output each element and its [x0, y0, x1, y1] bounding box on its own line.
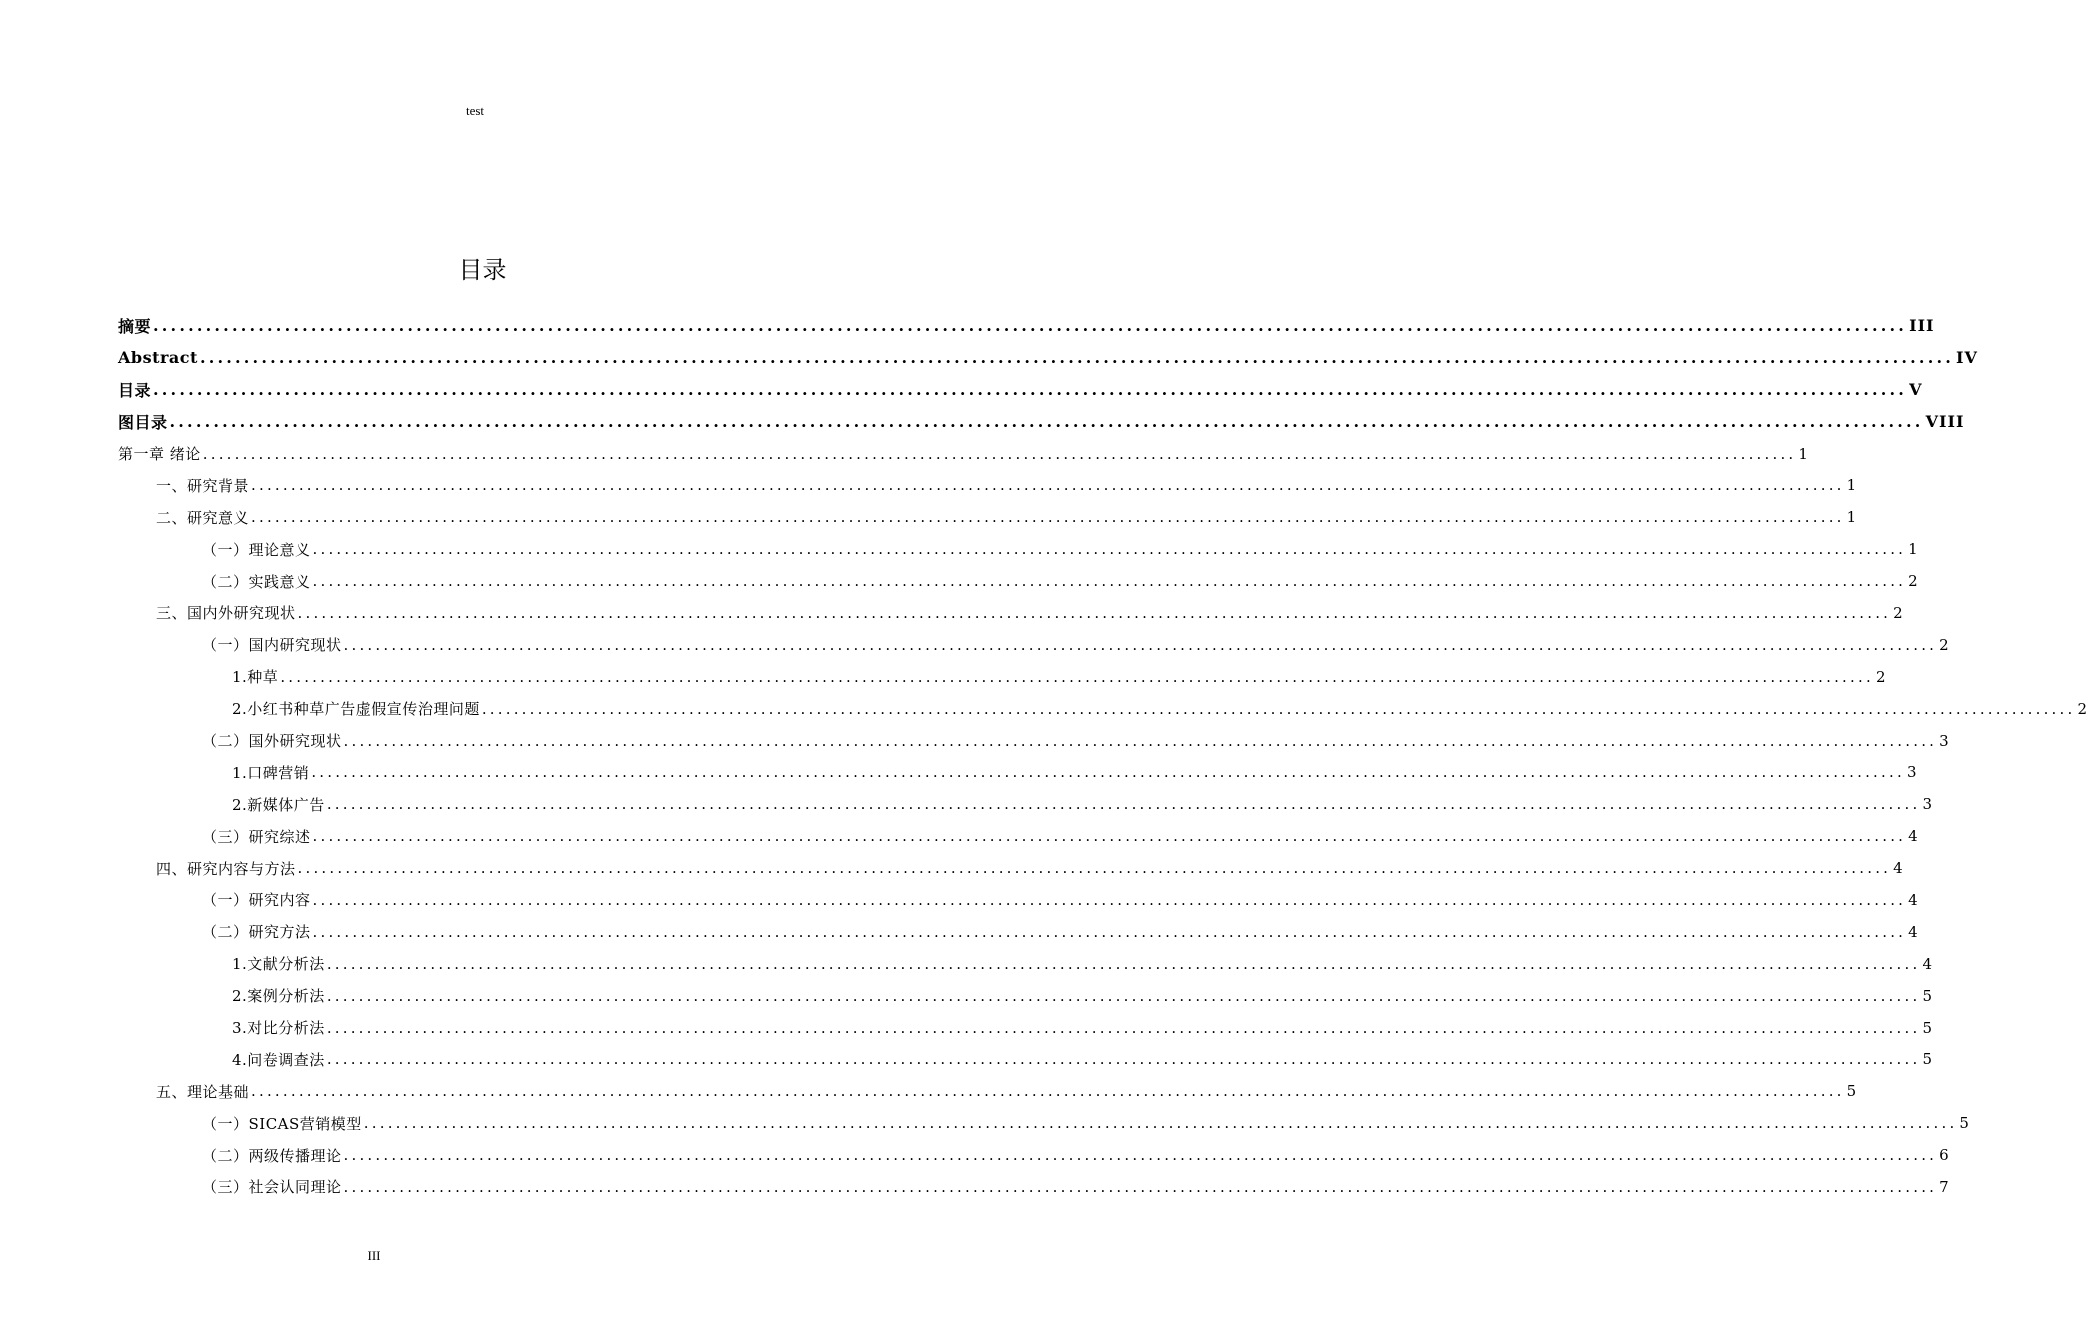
toc-entry-page: 4 — [1893, 859, 1904, 878]
toc-entry-page: IV — [1956, 348, 1978, 368]
toc-dot-leader: ........................................................................................................................................................................................................ — [251, 476, 1845, 495]
toc-entry-page: 2 — [1893, 603, 1904, 622]
toc-entry-label: 摘要 — [118, 317, 152, 337]
toc-entry-page: VIII — [1925, 412, 1965, 432]
toc-entry-page: V — [1909, 380, 1923, 400]
toc-dot-leader: ........................................................................................................................................................................................................ — [312, 890, 1907, 909]
toc-dot-leader: ........................................................................................................................................................................................................ — [363, 1114, 1958, 1133]
toc-entry-page: 2 — [1875, 667, 1887, 686]
toc-entry-page: 3 — [1906, 763, 1918, 782]
toc-entry-page: 7 — [1939, 1177, 1950, 1196]
toc-entry-label: 1.文献分析法 — [232, 955, 325, 974]
toc-entry[interactable] — [118, 1043, 1933, 1075]
toc-entry-page: 6 — [1939, 1146, 1950, 1165]
toc-entry[interactable] — [118, 374, 1923, 406]
toc-entry-label: 第一章 绪论 — [118, 445, 201, 463]
toc-entry[interactable] — [118, 1012, 1933, 1044]
toc-dot-leader: ........................................................................................................................................................................................................ — [297, 859, 1892, 878]
toc-dot-leader: ........................................................................................................................................................................................................ — [202, 444, 1797, 463]
toc-entry-label: （二）国外研究现状 — [202, 732, 342, 751]
toc-entry[interactable] — [118, 565, 1919, 597]
toc-entry-page: 5 — [1846, 1082, 1858, 1101]
toc-entry-page: 1 — [1846, 508, 1858, 527]
toc-entry-label: 图目录 — [118, 413, 168, 433]
toc-entry-label: 2.小红书种草广告虚假宣传治理问题 — [232, 700, 480, 719]
toc-entry[interactable] — [118, 788, 1933, 820]
toc-entry[interactable] — [118, 310, 1935, 342]
toc-entry-page: 2 — [1939, 635, 1950, 654]
toc-entry[interactable] — [118, 916, 1919, 948]
toc-dot-leader: ........................................................................................................................................................................................................ — [326, 954, 1921, 973]
toc-entry[interactable] — [118, 661, 1887, 693]
toc-entry-label: Abstract — [118, 348, 198, 368]
toc-entry-page: 3 — [1922, 795, 1933, 814]
toc-dot-leader: ........................................................................................................................................................................................................ — [251, 1082, 1845, 1101]
toc-entry[interactable] — [118, 501, 1858, 533]
toc-entry-label: 3.对比分析法 — [232, 1019, 325, 1038]
toc-entry[interactable] — [118, 1171, 1950, 1203]
toc-entry-page: 1 — [1846, 476, 1858, 495]
toc-entry-label: 二、研究意义 — [156, 508, 250, 527]
toc-entry-page: 4 — [1908, 890, 1919, 909]
toc-dot-leader: ........................................................................................................................................................................................................ — [153, 380, 1908, 400]
page-title: 目录 — [458, 256, 507, 284]
toc-dot-leader: ........................................................................................................................................................................................................ — [297, 603, 1892, 622]
toc-entry-page: 4 — [1922, 954, 1933, 973]
table-of-contents — [118, 310, 2088, 1203]
toc-entry-page: 5 — [1922, 986, 1933, 1005]
toc-entry[interactable] — [118, 852, 1904, 884]
toc-dot-leader: ........................................................................................................................................................................................................ — [312, 540, 1907, 559]
toc-entry-label: （一）理论意义 — [202, 540, 311, 559]
toc-dot-leader: ........................................................................................................................................................................................................ — [326, 795, 1921, 814]
toc-entry[interactable] — [118, 725, 1950, 757]
toc-entry-page: 1 — [1798, 444, 1809, 463]
toc-entry-label: （一）研究内容 — [202, 891, 311, 910]
toc-entry-page: 4 — [1908, 922, 1919, 941]
toc-dot-leader: ........................................................................................................................................................................................................ — [280, 667, 1874, 686]
toc-entry[interactable] — [118, 1107, 1970, 1139]
toc-dot-leader: ........................................................................................................................................................................................................ — [312, 572, 1907, 591]
toc-entry-label: 4.问卷调查法 — [232, 1050, 325, 1069]
toc-entry[interactable] — [118, 980, 1933, 1012]
toc-entry[interactable] — [118, 438, 1809, 470]
toc-entry[interactable] — [118, 342, 1978, 374]
toc-entry-label: （三）研究综述 — [202, 827, 311, 846]
toc-entry[interactable] — [118, 693, 2088, 725]
toc-entry[interactable] — [118, 1075, 1858, 1107]
toc-entry-page: 5 — [1959, 1114, 1970, 1133]
toc-entry-page: 5 — [1922, 1050, 1933, 1069]
toc-dot-leader: ........................................................................................................................................................................................................ — [251, 508, 1845, 527]
toc-dot-leader: ........................................................................................................................................................................................................ — [312, 922, 1907, 941]
toc-entry-label: （二）研究方法 — [202, 923, 311, 942]
toc-entry[interactable] — [118, 533, 1919, 565]
toc-dot-leader: ........................................................................................................................................................................................................ — [326, 986, 1921, 1005]
toc-entry-page: 1 — [1908, 540, 1919, 559]
toc-entry-page: 2 — [1908, 572, 1919, 591]
toc-dot-leader: ........................................................................................................................................................................................................ — [153, 316, 1908, 336]
toc-entry[interactable] — [118, 406, 1965, 438]
toc-dot-leader: ........................................................................................................................................................................................................ — [311, 763, 1905, 782]
page-header: test — [465, 103, 485, 118]
toc-entry[interactable] — [118, 629, 1950, 661]
toc-entry-page: 5 — [1922, 1018, 1933, 1037]
toc-entry[interactable] — [118, 884, 1919, 916]
toc-entry-label: 五、理论基础 — [156, 1082, 250, 1101]
toc-dot-leader: ........................................................................................................................................................................................................ — [343, 1177, 1938, 1196]
toc-entry-label: 2.案例分析法 — [232, 987, 325, 1006]
toc-entry-label: 三、国内外研究现状 — [156, 604, 296, 623]
toc-entry-label: 目录 — [118, 381, 152, 401]
page-number: III — [367, 1248, 381, 1263]
toc-entry[interactable] — [118, 756, 1918, 788]
toc-dot-leader: ........................................................................................................................................................................................................ — [343, 731, 1938, 750]
toc-entry-label: 一、研究背景 — [156, 476, 250, 495]
toc-dot-leader: ........................................................................................................................................................................................................ — [326, 1018, 1921, 1037]
toc-entry[interactable] — [118, 469, 1858, 501]
toc-entry-page: 3 — [1939, 731, 1950, 750]
toc-dot-leader: ........................................................................................................................................................................................................ — [199, 348, 1954, 368]
toc-dot-leader: ........................................................................................................................................................................................................ — [343, 635, 1938, 654]
toc-entry[interactable] — [118, 597, 1904, 629]
toc-entry-label: 2.新媒体广告 — [232, 795, 325, 814]
toc-entry-label: 1.口碑营销 — [232, 763, 310, 782]
toc-entry-label: 四、研究内容与方法 — [156, 859, 296, 878]
toc-dot-leader: ........................................................................................................................................................................................................ — [343, 1146, 1938, 1165]
toc-entry-page: III — [1909, 316, 1935, 336]
toc-entry-label: （二）两级传播理论 — [202, 1146, 342, 1165]
toc-dot-leader: ........................................................................................................................................................................................................ — [326, 1050, 1921, 1069]
toc-entry-label: 1.种草 — [232, 668, 279, 687]
toc-entry-label: （一）SICAS营销模型 — [202, 1114, 362, 1133]
toc-entry-label: （三）社会认同理论 — [202, 1178, 342, 1197]
toc-entry-label: （一）国内研究现状 — [202, 636, 342, 655]
toc-entry[interactable] — [118, 820, 1919, 852]
toc-entry-label: （二）实践意义 — [202, 572, 311, 591]
toc-entry-page: 4 — [1908, 827, 1919, 846]
toc-entry-page: 2 — [2077, 699, 2088, 718]
toc-dot-leader: ........................................................................................................................................................................................................ — [312, 827, 1907, 846]
toc-dot-leader: ........................................................................................................................................................................................................ — [481, 699, 2076, 718]
toc-entry[interactable] — [118, 948, 1933, 980]
toc-dot-leader: ........................................................................................................................................................................................................ — [169, 412, 1924, 432]
toc-entry[interactable] — [118, 1139, 1950, 1171]
